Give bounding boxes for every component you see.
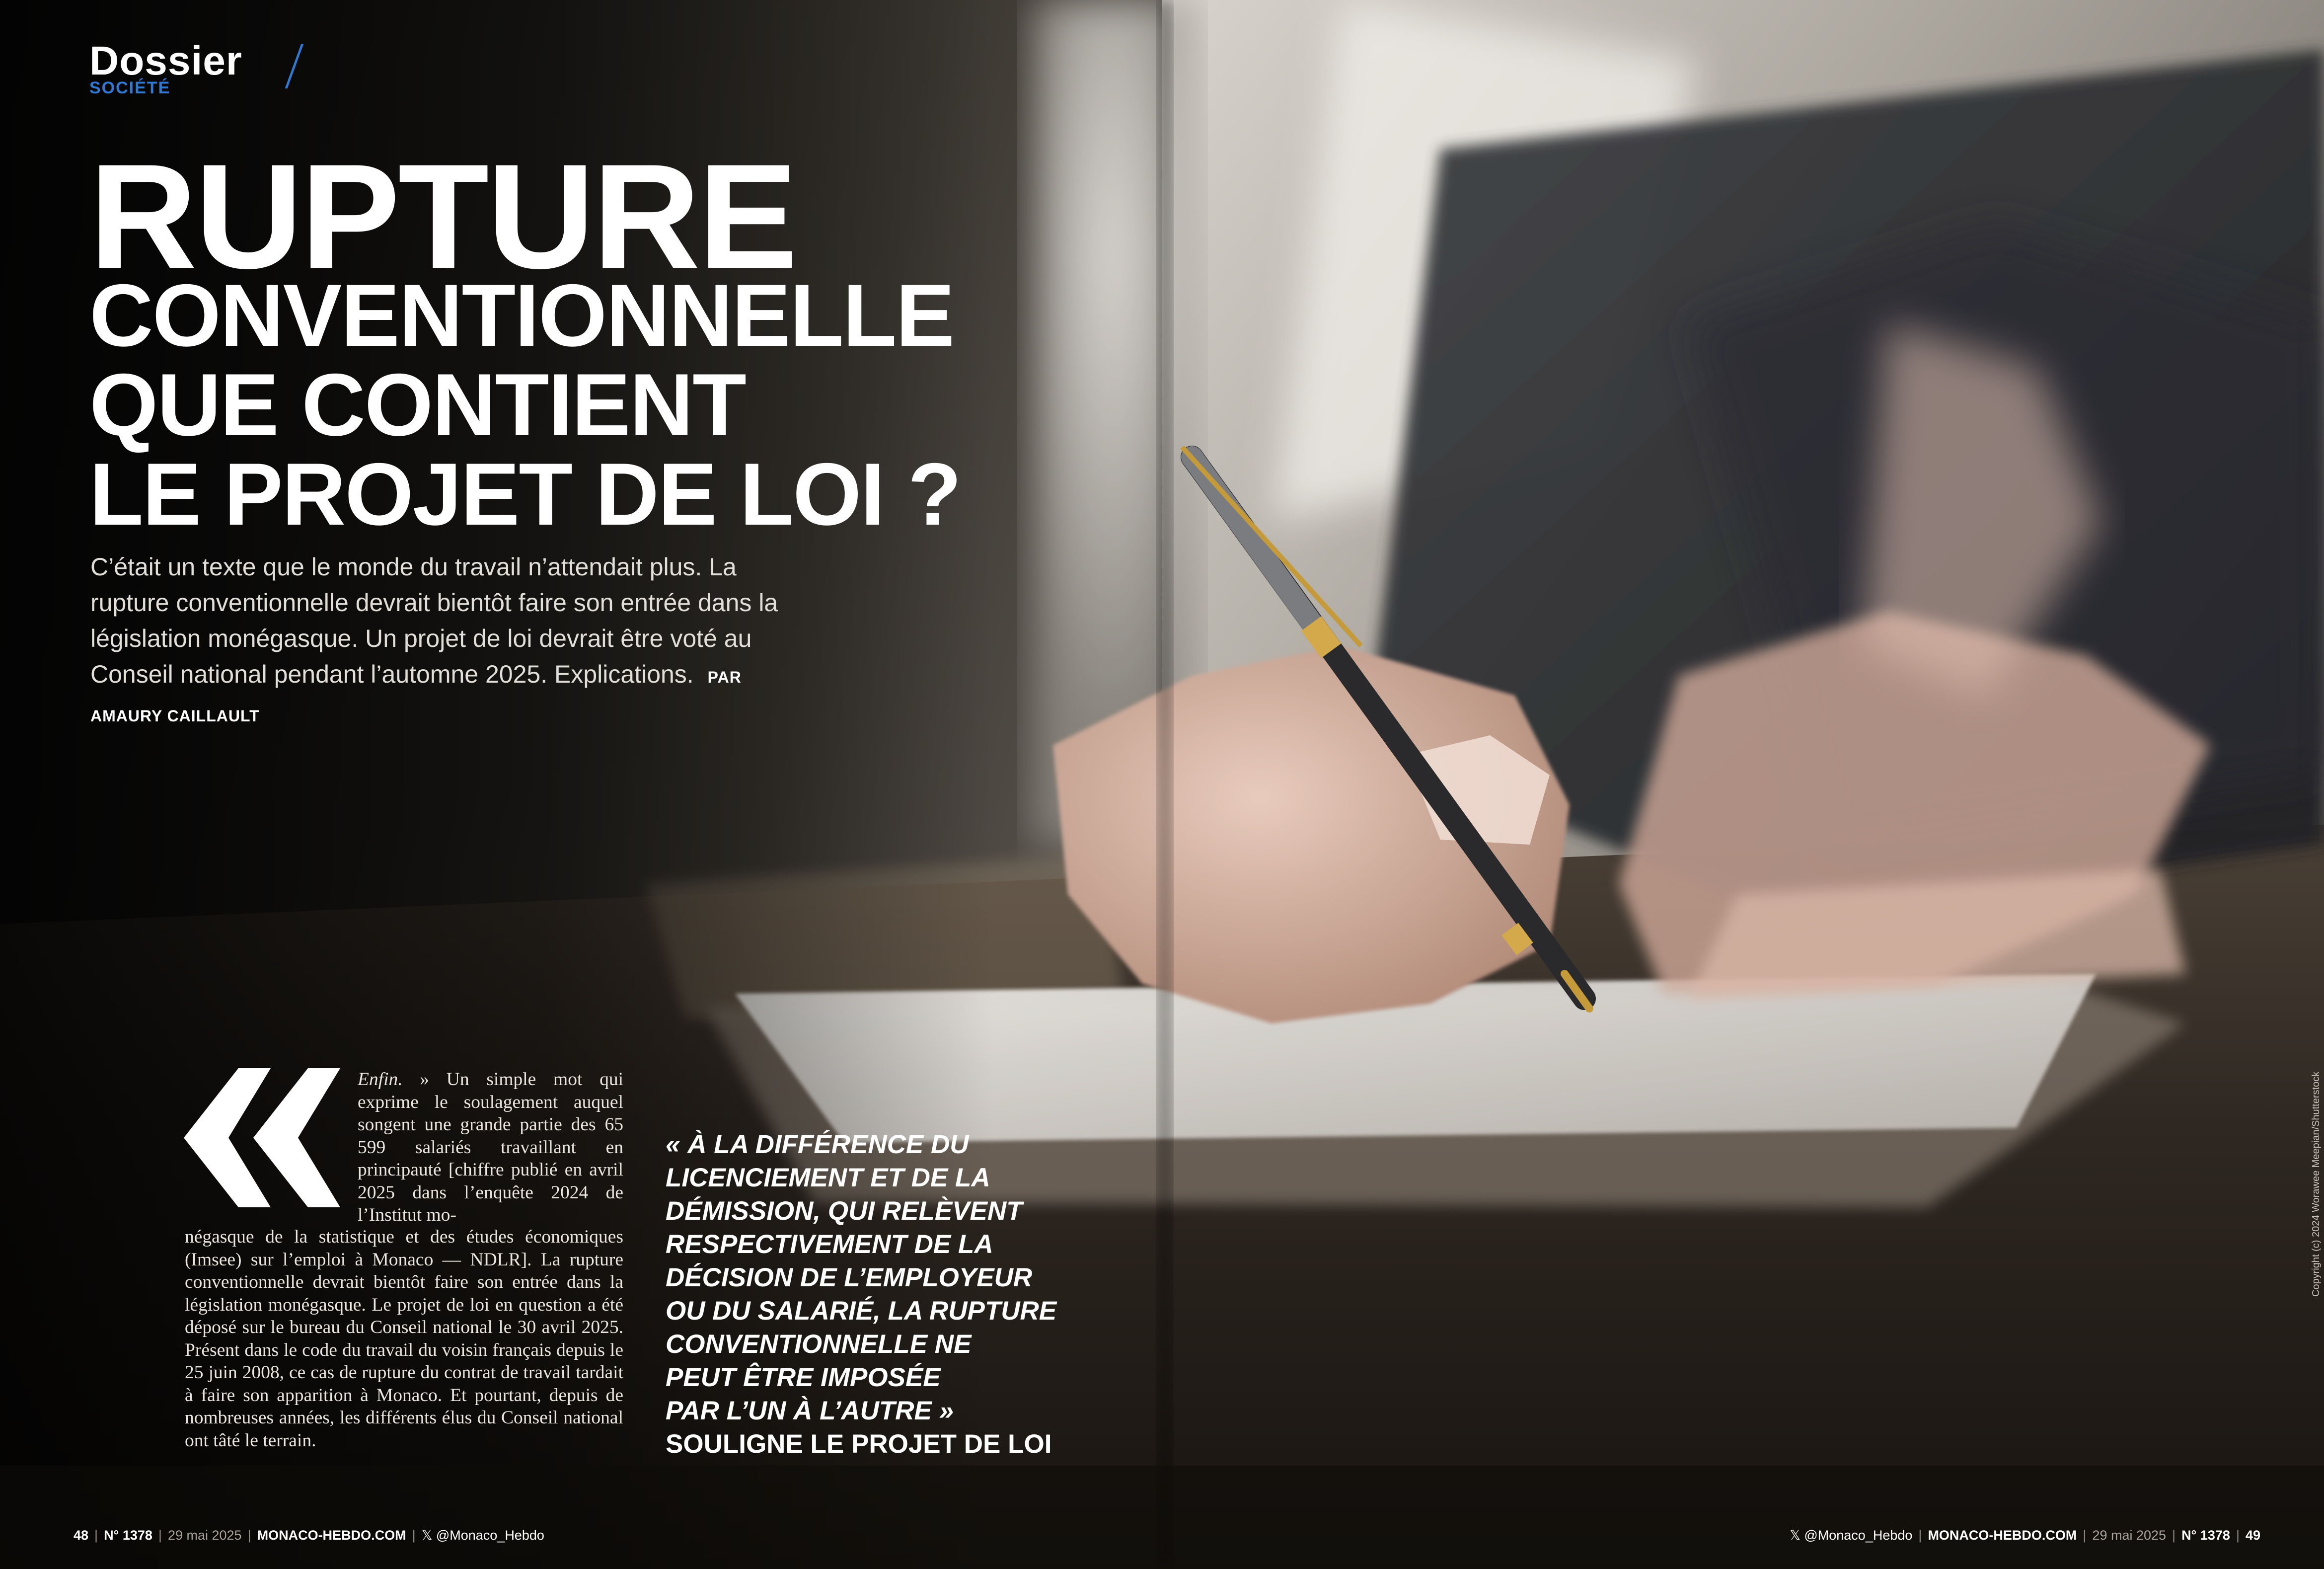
pull-quote xyxy=(666,1128,1137,1461)
pull-quote-line: LICENCIEMENT ET DE LA xyxy=(666,1163,990,1192)
standfirst xyxy=(90,549,786,734)
headline-line-2: CONVENTIONNELLE xyxy=(89,266,954,365)
headline-line-3: QUE CONTIENT xyxy=(89,355,746,454)
photo-credit: Copyright (c) 2024 Worawee Meepian/Shutterstock xyxy=(2311,1071,2322,1297)
standfirst-text: C’était un texte que le monde du travail n’attendait plus. La rupture conventionnelle devrait bientôt faire son entrée dans la législation monégasque. Un projet de loi devrait être voté au Conseil national pendant l’automne 2025. Explications. xyxy=(90,553,778,688)
section-kicker xyxy=(89,40,242,96)
headline-line-1: RUPTURE xyxy=(89,133,796,300)
x-handle[interactable]: 𝕏 @Monaco_Hebdo xyxy=(1790,1528,1913,1543)
article-body-continuation: négasque de la statistique et des études économiques (Imsee) sur l’emploi à Monaco — NDLR]. La rupture conventionnelle devrait bientôt faire son entrée dans la législation monégasque. Le projet de loi en question a été déposé sur le bureau du Conseil national le 30 avril 2025. Présent dans le code du travail du voisin français depuis le 25 juin 2008, ce cas de rupture du contrat de travail tardait à faire son apparition à Monaco. Et pourtant, depuis de nombreuses années, les différents élus du Conseil national ont tâté le terrain. xyxy=(185,1227,623,1451)
pull-quote-line: PEUT ÊTRE IMPOSÉE xyxy=(666,1363,941,1392)
article-lead-in: Enfin. xyxy=(358,1069,403,1090)
folio-divider: | xyxy=(412,1528,416,1543)
section-label: Dossier xyxy=(89,38,242,83)
pull-quote-source: SOULIGNE LE PROJET DE LOI xyxy=(666,1429,1052,1459)
folio-divider: | xyxy=(2236,1528,2240,1543)
folio-divider: | xyxy=(158,1528,162,1543)
folio-divider: | xyxy=(1918,1528,1922,1543)
folio-divider: | xyxy=(94,1528,98,1543)
issue-date: 29 mai 2025 xyxy=(167,1528,242,1543)
pull-quote-line: « À LA DIFFÉRENCE DU xyxy=(666,1130,969,1159)
issue-date: 29 mai 2025 xyxy=(2092,1528,2167,1543)
byline: PAR AMAURY CAILLAULT xyxy=(90,668,742,725)
x-handle[interactable]: 𝕏 @Monaco_Hebdo xyxy=(421,1528,544,1543)
pull-quote-line: PAR L’UN À L’AUTRE » xyxy=(666,1396,954,1425)
pull-quote-line: DÉMISSION, QUI RELÈVENT xyxy=(666,1196,1023,1226)
page-number: 49 xyxy=(2245,1528,2260,1543)
pull-quote-line: DÉCISION DE L’EMPLOYEUR xyxy=(666,1263,1033,1292)
headline-line-4: LE PROJET DE LOI ? xyxy=(89,445,961,544)
folio-divider: | xyxy=(2172,1528,2176,1543)
folio-divider: | xyxy=(247,1528,251,1543)
website-link[interactable]: MONACO-HEBDO.COM xyxy=(257,1528,406,1543)
opening-quote-mark-icon xyxy=(184,1068,348,1207)
rubric-label: SOCIÉTÉ xyxy=(89,78,171,97)
issue-number: N° 1378 xyxy=(2181,1528,2230,1543)
pull-quote-line: RESPECTIVEMENT DE LA xyxy=(666,1230,993,1259)
page-number: 48 xyxy=(74,1528,89,1543)
website-link[interactable]: MONACO-HEBDO.COM xyxy=(1928,1528,2077,1543)
issue-number: N° 1378 xyxy=(104,1528,152,1543)
folio-divider: | xyxy=(2083,1528,2087,1543)
folio-right xyxy=(1790,1528,2260,1543)
article-body-opening: Enfin. » Un simple mot qui exprime le soulagement auquel songent une grande partie des 65 599 salariés travaillant en principauté [chiffre publié en avril 2025 dans l’enquête 2024 de l’Institut mo- xyxy=(358,1069,623,1225)
folio-left xyxy=(74,1528,544,1543)
pull-quote-line: OU DU SALARIÉ, LA RUPTURE xyxy=(666,1296,1057,1326)
pull-quote-line: CONVENTIONNELLE NE xyxy=(666,1330,972,1359)
